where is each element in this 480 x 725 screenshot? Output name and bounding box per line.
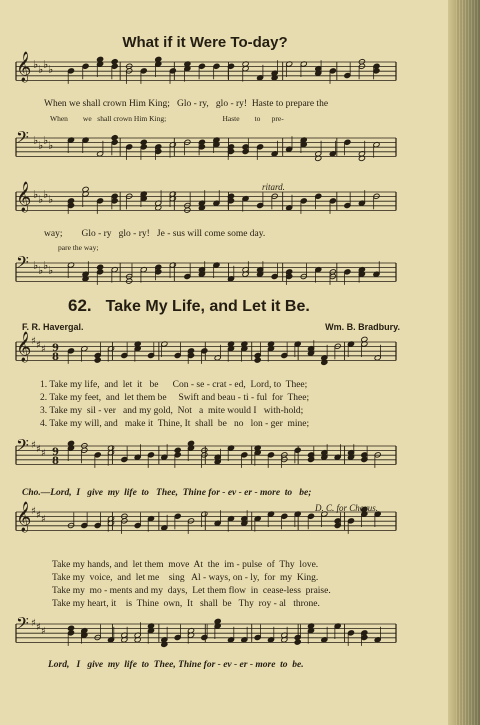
staff-b0-chord-note [254, 357, 261, 363]
clef-a0: 𝄞 [16, 52, 32, 82]
key-flat-a1: ♭ [48, 139, 54, 152]
lyrics-line-2: way; Glo - ry glo - ry! Je - sus will come some day. [44, 229, 266, 239]
key-flat-a2: ♭ [38, 193, 44, 206]
key-flat-a0: ♭ [48, 63, 54, 76]
key-flat-a3: ♭ [33, 259, 39, 272]
time-signature-bottom: 8 [52, 352, 59, 363]
clef-b2: 𝄞 [16, 502, 32, 532]
staff-a1-chord-note [111, 135, 118, 141]
clef-b3: 𝄢 [16, 613, 29, 637]
staff-a1-chord-note [140, 139, 147, 145]
key-sharp-b3: ♯ [41, 626, 46, 637]
verse-second-line-4: Take my heart, it is Thine own, It shall be Thy roy - al throne. [52, 599, 320, 609]
staff-b3-chord-note [214, 618, 221, 624]
staff-a0-chord-note [111, 59, 118, 65]
key-flat-a1: ♭ [33, 134, 39, 147]
direction-dc: D. C. for Chorus. [315, 503, 379, 513]
verse-line-2: 2. Take my feet, and let them be Swift and beau - ti - ful for Thee; [40, 393, 310, 403]
direction-ritard: ritard. [262, 182, 285, 192]
chorus-line: Cho.—Lord, I give my life to Thee, Thine for - ev - er - more to be; [22, 488, 312, 498]
staff-b3-chord-note [67, 625, 74, 631]
key-sharp-b2: ♯ [31, 506, 36, 517]
key-sharp-b0: ♯ [31, 336, 36, 347]
key-sharp-b3: ♯ [31, 618, 36, 629]
staff-b3-chord-note [294, 639, 301, 645]
key-flat-a0: ♭ [33, 58, 39, 71]
hymn-composer: Wm. B. Bradbury. [325, 322, 400, 332]
verse-second-line-3: Take my mo - ments and my days, Let them flow in cease-less praise. [52, 586, 331, 596]
staff-b0-chord-note [94, 357, 101, 363]
key-flat-a3: ♭ [48, 264, 54, 277]
clef-a3: 𝄢 [16, 252, 29, 276]
key-flat-a3: ♭ [43, 259, 49, 272]
verse-second-line-1: Take my hands, and let them move At the im - pulse of Thy love. [52, 560, 319, 570]
lyrics-line-1: When we shall crown Him King; Glo - ry, glo - ry! Haste to prepare the [44, 99, 329, 109]
time-signature-bottom: 8 [52, 456, 59, 467]
key-sharp-b1: ♯ [36, 444, 41, 455]
key-sharp-b2: ♯ [36, 510, 41, 521]
chorus-line-end: Lord, I give my life to Thee, Thine for - ev - er - more to be. [48, 660, 304, 670]
staff-b1-chord-note [67, 440, 74, 446]
staff-b1-chord-note [187, 440, 194, 446]
key-sharp-b2: ♯ [41, 514, 46, 525]
lyrics-line-2-lower: pare the way; [58, 243, 99, 252]
page-edges [456, 0, 480, 725]
key-sharp-b3: ♯ [36, 622, 41, 633]
staff-b0-chord-note [361, 336, 368, 342]
staff-a3-chord-note [97, 264, 104, 270]
key-flat-a1: ♭ [38, 139, 44, 152]
hymn-heading [68, 296, 310, 316]
key-sharp-b1: ♯ [41, 448, 46, 459]
key-flat-a2: ♭ [33, 188, 39, 201]
key-flat-a0: ♭ [38, 63, 44, 76]
hymn-title-take-my-life: Take My Life, and Let it Be. [105, 298, 310, 315]
verse-line-3: 3. Take my sil - ver and my gold, Not a mite would I with-hold; [40, 406, 304, 416]
clef-a2: 𝄞 [16, 182, 32, 212]
hymn-title-what-if: What if it Were To-day? [122, 34, 288, 51]
clef-b1: 𝄢 [16, 435, 29, 459]
verse-line-4: 4. Take my will, and make it Thine, It shall be no lon - ger mine; [40, 419, 310, 429]
verse-second-line-2: Take my voice, and let me sing Al - ways, on - ly, for my King. [52, 573, 319, 583]
key-flat-a2: ♭ [43, 188, 49, 201]
key-flat-a3: ♭ [38, 264, 44, 277]
clef-a1: 𝄢 [16, 127, 29, 151]
staff-a0-chord-note [97, 56, 104, 62]
key-sharp-b0: ♯ [36, 340, 41, 351]
time-signature-top: 9 [52, 447, 59, 458]
verse-line-1: 1. Take my life, and let it be Con - se - crat - ed, Lord, to Thee; [40, 380, 308, 390]
staff-a2-chord-note [82, 186, 89, 192]
lyrics-line-1-lower: When we shall crown Him King; Haste to pre- [50, 114, 284, 123]
key-flat-a0: ♭ [43, 58, 49, 71]
key-flat-a1: ♭ [43, 134, 49, 147]
staff-a0-chord-note [155, 56, 162, 62]
key-sharp-b1: ♯ [31, 440, 36, 451]
key-flat-a2: ♭ [48, 193, 54, 206]
time-signature-top: 9 [52, 343, 59, 354]
hymn-number: 62. [68, 296, 92, 315]
clef-b0: 𝄞 [16, 332, 32, 362]
staff-b1-chord-note [174, 447, 181, 453]
hymn-author: F. R. Havergal. [22, 322, 84, 332]
key-sharp-b0: ♯ [41, 344, 46, 355]
